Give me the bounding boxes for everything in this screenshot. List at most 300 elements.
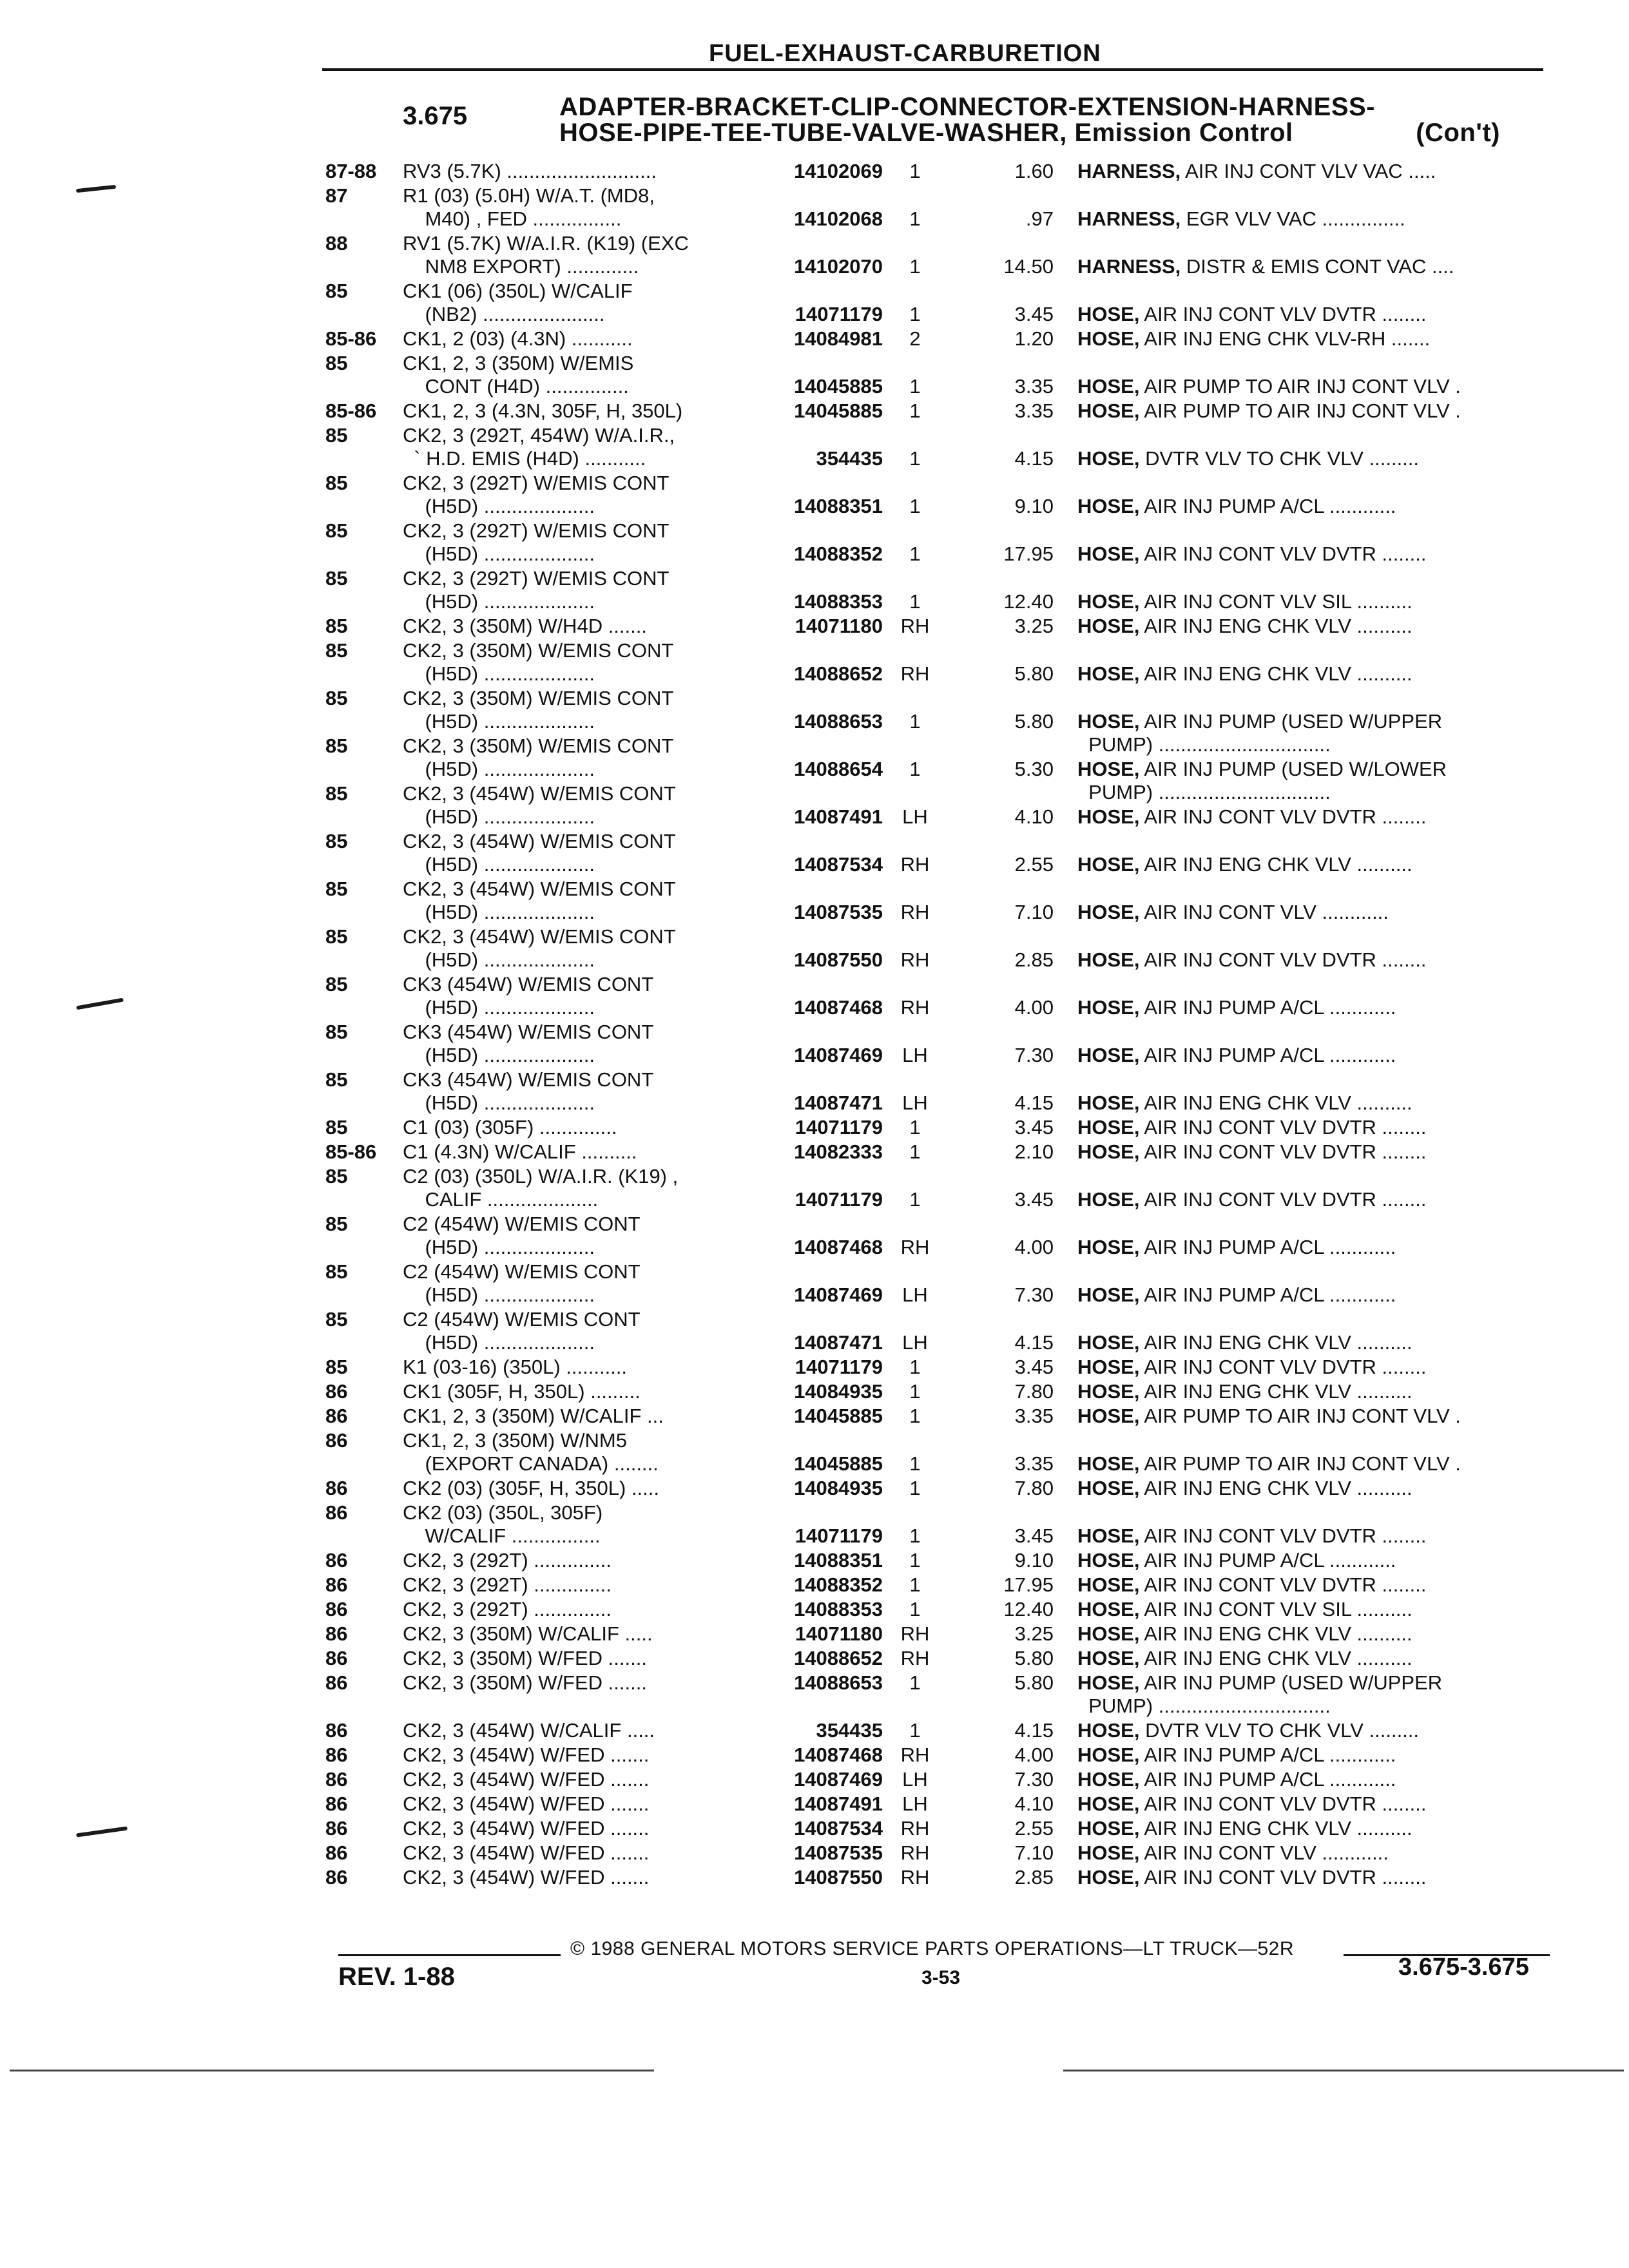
description-cell: HOSE, AIR INJ PUMP A/CL ............ <box>1077 1236 1396 1258</box>
price-cell: 7.10 <box>1014 901 1054 923</box>
year-cell: 88 <box>325 232 348 255</box>
part-number-cell: 14087535 <box>794 901 883 923</box>
price-cell: 7.30 <box>1014 1044 1054 1066</box>
model-cell: (H5D) .................... <box>403 543 595 565</box>
price-cell: 3.35 <box>1014 399 1054 422</box>
price-cell: 2.10 <box>1014 1140 1054 1163</box>
table-row <box>0 1647 1629 1670</box>
quantity-cell: 1 <box>909 1380 921 1403</box>
description-cell: HOSE, AIR INJ ENG CHK VLV .......... <box>1077 1647 1412 1669</box>
description-cell: HOSE, AIR INJ CONT VLV DVTR ........ <box>1077 1188 1427 1211</box>
description-cell: HOSE, AIR INJ ENG CHK VLV .......... <box>1077 1622 1412 1645</box>
table-row <box>0 1405 1629 1428</box>
quantity-cell: 1 <box>909 207 921 230</box>
table-row <box>0 1598 1629 1621</box>
model-cell: (H5D) .................... <box>403 495 595 517</box>
revision-label: REV. 1-88 <box>338 1963 455 1991</box>
quantity-cell: 1 <box>909 303 921 325</box>
part-number-cell: 14102068 <box>794 207 883 230</box>
model-cell: C2 (454W) W/EMIS CONT <box>403 1308 641 1331</box>
header-rule <box>322 68 1543 71</box>
part-number-cell: 14045885 <box>794 1405 883 1427</box>
price-cell: 4.15 <box>1014 447 1054 470</box>
part-number-cell: 14045885 <box>794 1452 883 1475</box>
part-number-cell: 14087468 <box>794 1236 883 1258</box>
description-cell: PUMP) ............................... <box>1077 733 1331 756</box>
model-cell: CK2, 3 (292T, 454W) W/A.I.R., <box>403 424 675 447</box>
description-cell: HOSE, AIR INJ CONT VLV DVTR ........ <box>1077 1524 1427 1547</box>
quantity-cell: 1 <box>909 1405 921 1427</box>
model-cell: CK2, 3 (292T) .............. <box>403 1549 612 1571</box>
part-number-cell: 14045885 <box>794 375 883 398</box>
year-cell: 85 <box>325 830 348 852</box>
model-cell: CK1, 2, 3 (350M) W/NM5 <box>403 1429 627 1452</box>
part-number-cell: 14087471 <box>794 1091 883 1114</box>
quantity-cell: 1 <box>909 1573 921 1596</box>
quantity-cell: 1 <box>909 1452 921 1475</box>
year-cell: 85 <box>325 472 348 494</box>
year-cell: 85-86 <box>325 399 377 422</box>
table-row <box>0 1671 1629 1718</box>
table-row <box>0 878 1629 924</box>
description-cell: HOSE, AIR PUMP TO AIR INJ CONT VLV . <box>1077 375 1461 398</box>
model-cell: (NB2) ...................... <box>403 303 605 325</box>
table-row <box>0 1213 1629 1259</box>
price-cell: 2.85 <box>1014 948 1054 971</box>
part-number-cell: 14088653 <box>794 1671 883 1694</box>
description-cell: HOSE, AIR INJ ENG CHK VLV .......... <box>1077 615 1412 637</box>
model-cell: R1 (03) (5.0H) W/A.T. (MD8, <box>403 184 655 207</box>
quantity-cell: 1 <box>909 543 921 565</box>
description-cell: HARNESS, AIR INJ CONT VLV VAC ..... <box>1077 160 1436 182</box>
model-cell: CK1, 2, 3 (350M) W/EMIS <box>403 352 634 374</box>
table-row <box>0 1021 1629 1067</box>
model-cell: (H5D) .................... <box>403 1044 595 1066</box>
table-row <box>0 184 1629 231</box>
year-cell: 85 <box>325 1021 348 1043</box>
model-cell: CK2, 3 (454W) W/FED ....... <box>403 1841 650 1864</box>
price-cell: 9.10 <box>1014 1549 1054 1571</box>
description-cell: HOSE, AIR INJ CONT VLV DVTR ........ <box>1077 1140 1427 1163</box>
quantity-cell: 1 <box>909 1671 921 1694</box>
model-cell: (H5D) .................... <box>403 948 595 971</box>
model-cell: CK2, 3 (292T) W/EMIS CONT <box>403 567 670 590</box>
table-row <box>0 1719 1629 1742</box>
table-row <box>0 1549 1629 1572</box>
quantity-cell: 1 <box>909 399 921 422</box>
table-row <box>0 280 1629 326</box>
description-cell: HOSE, AIR INJ CONT VLV DVTR ........ <box>1077 303 1427 325</box>
part-number-cell: 14071180 <box>795 615 883 637</box>
model-cell: CONT (H4D) ............... <box>403 375 629 398</box>
year-cell: 85 <box>325 615 348 637</box>
table-row <box>0 352 1629 398</box>
model-cell: K1 (03-16) (350L) ........... <box>403 1356 628 1378</box>
model-cell: CK3 (454W) W/EMIS CONT <box>403 1021 654 1043</box>
year-cell: 85-86 <box>325 327 377 350</box>
quantity-cell: LH <box>902 1044 928 1066</box>
part-number-cell: 14102070 <box>794 255 883 278</box>
quantity-cell: 1 <box>909 1140 921 1163</box>
table-row <box>0 472 1629 518</box>
quantity-cell: LH <box>902 1768 928 1791</box>
part-number-cell: 14087469 <box>794 1768 883 1791</box>
year-cell: 85 <box>325 973 348 995</box>
description-cell: HOSE, AIR INJ ENG CHK VLV .......... <box>1077 853 1412 876</box>
model-cell: CK2, 3 (454W) W/EMIS CONT <box>403 925 676 948</box>
year-cell: 86 <box>325 1598 348 1620</box>
year-cell: 86 <box>325 1549 348 1571</box>
year-cell: 85 <box>325 519 348 542</box>
price-cell: 4.00 <box>1014 996 1054 1019</box>
price-cell: 3.25 <box>1014 1622 1054 1645</box>
description-cell: HOSE, AIR INJ CONT VLV SIL .......... <box>1077 1598 1412 1620</box>
model-cell: CK2, 3 (350M) W/FED ....... <box>403 1647 647 1669</box>
model-cell: CK3 (454W) W/EMIS CONT <box>403 1068 654 1091</box>
description-cell: HOSE, AIR INJ PUMP (USED W/UPPER <box>1077 710 1443 733</box>
quantity-cell: RH <box>900 1841 930 1864</box>
year-cell: 85 <box>325 1260 348 1283</box>
year-cell: 85 <box>325 424 348 447</box>
part-number-cell: 14045885 <box>794 399 883 422</box>
year-cell: 85 <box>325 687 348 709</box>
table-row <box>0 327 1629 351</box>
year-cell: 87 <box>325 184 348 207</box>
model-cell: C1 (4.3N) W/CALIF .......... <box>403 1140 637 1163</box>
quantity-cell: RH <box>900 1817 930 1840</box>
quantity-cell: RH <box>900 853 930 876</box>
description-cell: HOSE, AIR INJ ENG CHK VLV-RH ....... <box>1077 327 1431 350</box>
year-cell: 86 <box>325 1429 348 1452</box>
scan-edge-line <box>10 2070 654 2071</box>
table-row <box>0 1116 1629 1139</box>
price-cell: 2.55 <box>1014 853 1054 876</box>
price-cell: 5.80 <box>1014 662 1054 685</box>
part-number-cell: 14082333 <box>794 1140 883 1163</box>
description-cell: HOSE, AIR INJ ENG CHK VLV .......... <box>1077 662 1412 685</box>
model-cell: (H5D) .................... <box>403 662 595 685</box>
table-row <box>0 1308 1629 1354</box>
quantity-cell: 1 <box>909 1524 921 1547</box>
description-cell: HOSE, AIR INJ CONT VLV DVTR ........ <box>1077 948 1427 971</box>
model-cell: CALIF .................... <box>403 1188 599 1211</box>
table-row <box>0 232 1629 278</box>
year-cell: 85 <box>325 878 348 900</box>
model-cell: RV1 (5.7K) W/A.I.R. (K19) (EXC <box>403 232 689 255</box>
year-cell: 86 <box>325 1501 348 1524</box>
year-cell: 85 <box>325 1068 348 1091</box>
quantity-cell: 1 <box>909 1477 921 1499</box>
year-cell: 86 <box>325 1841 348 1864</box>
year-cell: 86 <box>325 1768 348 1791</box>
part-number-cell: 14084935 <box>794 1477 883 1499</box>
description-cell: HOSE, AIR INJ PUMP (USED W/UPPER <box>1077 1671 1443 1694</box>
table-row <box>0 1356 1629 1379</box>
model-cell: CK2, 3 (350M) W/FED ....... <box>403 1671 647 1694</box>
model-cell: CK2, 3 (292T) W/EMIS CONT <box>403 472 670 494</box>
model-cell: CK2, 3 (454W) W/FED ....... <box>403 1744 650 1766</box>
quantity-cell: 1 <box>909 1549 921 1571</box>
quantity-cell: 1 <box>909 160 921 182</box>
year-cell: 87-88 <box>325 160 377 182</box>
model-cell: ` H.D. EMIS (H4D) ........... <box>403 447 646 470</box>
description-cell: HOSE, AIR PUMP TO AIR INJ CONT VLV . <box>1077 399 1461 422</box>
footer-copyright: © 1988 GENERAL MOTORS SERVICE PARTS OPERATIONS—LT TRUCK—52R <box>570 1938 1295 1959</box>
year-cell: 86 <box>325 1671 348 1694</box>
section-title-continued: (Con't) <box>1416 119 1500 147</box>
table-row <box>0 160 1629 183</box>
model-cell: CK1, 2, 3 (350M) W/CALIF ... <box>403 1405 664 1427</box>
part-number-cell: 14088353 <box>794 1598 883 1620</box>
description-cell: HOSE, AIR INJ CONT VLV DVTR ........ <box>1077 1866 1427 1888</box>
section-range: 3.675-3.675 <box>1398 1954 1529 1981</box>
year-cell: 86 <box>325 1817 348 1840</box>
model-cell: CK2, 3 (292T) .............. <box>403 1573 612 1596</box>
table-row <box>0 782 1629 829</box>
year-cell: 85 <box>325 1165 348 1187</box>
description-cell: HOSE, AIR INJ ENG CHK VLV .......... <box>1077 1380 1412 1403</box>
description-cell: HOSE, AIR INJ ENG CHK VLV .......... <box>1077 1331 1412 1354</box>
year-cell: 86 <box>325 1744 348 1766</box>
description-cell: HOSE, AIR INJ CONT VLV DVTR ........ <box>1077 543 1427 565</box>
part-number-cell: 14088352 <box>794 543 883 565</box>
part-number-cell: 14084981 <box>794 327 883 350</box>
price-cell: 1.20 <box>1014 327 1054 350</box>
year-cell: 86 <box>325 1405 348 1427</box>
model-cell: CK2, 3 (350M) W/EMIS CONT <box>403 639 674 662</box>
table-row <box>0 519 1629 566</box>
quantity-cell: 1 <box>909 375 921 398</box>
model-cell: (H5D) .................... <box>403 853 595 876</box>
model-cell: CK2, 3 (350M) W/H4D ....... <box>403 615 647 637</box>
quantity-cell: LH <box>902 1331 928 1354</box>
year-cell: 85 <box>325 639 348 662</box>
description-cell: HOSE, DVTR VLV TO CHK VLV ......... <box>1077 1719 1420 1742</box>
table-row <box>0 1768 1629 1791</box>
price-cell: 3.35 <box>1014 1452 1054 1475</box>
description-cell: HOSE, AIR INJ CONT VLV DVTR ........ <box>1077 1792 1427 1815</box>
part-number-cell: 14087534 <box>794 853 883 876</box>
description-cell: HOSE, AIR INJ CONT VLV DVTR ........ <box>1077 1573 1427 1596</box>
part-number-cell: 14071179 <box>795 303 883 325</box>
quantity-cell: 1 <box>909 1719 921 1742</box>
model-cell: M40) , FED ................ <box>403 207 622 230</box>
part-number-cell: 14088352 <box>794 1573 883 1596</box>
part-number-cell: 14084935 <box>794 1380 883 1403</box>
price-cell: 3.45 <box>1014 1188 1054 1211</box>
price-cell: 2.85 <box>1014 1866 1054 1888</box>
price-cell: .97 <box>1025 207 1054 230</box>
quantity-cell: 1 <box>909 1188 921 1211</box>
model-cell: CK2, 3 (454W) W/EMIS CONT <box>403 830 676 852</box>
quantity-cell: 2 <box>909 327 921 350</box>
quantity-cell: RH <box>900 1866 930 1888</box>
price-cell: 7.80 <box>1014 1477 1054 1499</box>
year-cell: 85 <box>325 1213 348 1235</box>
section-title-line1: ADAPTER-BRACKET-CLIP-CONNECTOR-EXTENSION-HARNESS- <box>559 93 1376 121</box>
quantity-cell: RH <box>900 996 930 1019</box>
model-cell: CK2, 3 (454W) W/EMIS CONT <box>403 782 676 805</box>
quantity-cell: LH <box>902 1283 928 1306</box>
part-number-cell: 14102069 <box>794 160 883 182</box>
price-cell: 7.80 <box>1014 1380 1054 1403</box>
page-header-title: FUEL-EXHAUST-CARBURETION <box>709 40 1101 67</box>
description-cell: HARNESS, DISTR & EMIS CONT VAC .... <box>1077 255 1454 278</box>
price-cell: 3.35 <box>1014 375 1054 398</box>
description-cell: HOSE, AIR INJ PUMP (USED W/LOWER <box>1077 758 1447 780</box>
model-cell: C1 (03) (305F) .............. <box>403 1116 617 1139</box>
year-cell: 86 <box>325 1792 348 1815</box>
year-cell: 86 <box>325 1477 348 1499</box>
description-cell: HOSE, AIR INJ CONT VLV DVTR ........ <box>1077 1116 1427 1139</box>
model-cell: (EXPORT CANADA) ........ <box>403 1452 659 1475</box>
part-number-cell: 14087491 <box>794 1792 883 1815</box>
model-cell: CK2, 3 (292T) W/EMIS CONT <box>403 519 670 542</box>
model-cell: (H5D) .................... <box>403 901 595 923</box>
year-cell: 85 <box>325 1116 348 1139</box>
model-cell: C2 (454W) W/EMIS CONT <box>403 1260 641 1283</box>
price-cell: 7.30 <box>1014 1283 1054 1306</box>
model-cell: C2 (03) (350L) W/A.I.R. (K19) , <box>403 1165 679 1187</box>
model-cell: (H5D) .................... <box>403 710 595 733</box>
model-cell: (H5D) .................... <box>403 805 595 828</box>
quantity-cell: LH <box>902 1792 928 1815</box>
description-cell: HOSE, AIR INJ ENG CHK VLV .......... <box>1077 1091 1412 1114</box>
quantity-cell: RH <box>900 1622 930 1645</box>
price-cell: 2.55 <box>1014 1817 1054 1840</box>
quantity-cell: RH <box>900 1647 930 1669</box>
price-cell: 3.25 <box>1014 615 1054 637</box>
quantity-cell: 1 <box>909 1598 921 1620</box>
scan-edge-line <box>1063 2070 1624 2071</box>
model-cell: CK2, 3 (454W) W/EMIS CONT <box>403 878 676 900</box>
quantity-cell: RH <box>900 615 930 637</box>
model-cell: CK2 (03) (305F, H, 350L) ..... <box>403 1477 660 1499</box>
quantity-cell: RH <box>900 1744 930 1766</box>
part-number-cell: 14087469 <box>794 1283 883 1306</box>
price-cell: 3.45 <box>1014 303 1054 325</box>
price-cell: 7.30 <box>1014 1768 1054 1791</box>
table-row <box>0 615 1629 638</box>
price-cell: 7.10 <box>1014 1841 1054 1864</box>
price-cell: 5.30 <box>1014 758 1054 780</box>
description-cell: HOSE, AIR INJ ENG CHK VLV .......... <box>1077 1477 1412 1499</box>
price-cell: 4.15 <box>1014 1331 1054 1354</box>
quantity-cell: RH <box>900 901 930 923</box>
part-number-cell: 14071179 <box>795 1356 883 1378</box>
description-cell: HOSE, AIR INJ CONT VLV ............ <box>1077 901 1389 923</box>
model-cell: CK2, 3 (350M) W/EMIS CONT <box>403 735 674 757</box>
year-cell: 85 <box>325 925 348 948</box>
price-cell: 4.10 <box>1014 1792 1054 1815</box>
model-cell: (H5D) .................... <box>403 590 595 613</box>
model-cell: CK2, 3 (350M) W/CALIF ..... <box>403 1622 653 1645</box>
table-row <box>0 973 1629 1019</box>
table-row <box>0 1792 1629 1816</box>
model-cell: NM8 EXPORT) ............. <box>403 255 639 278</box>
price-cell: 14.50 <box>1003 255 1054 278</box>
price-cell: 3.45 <box>1014 1116 1054 1139</box>
table-row <box>0 1622 1629 1646</box>
model-cell: CK1, 2, 3 (4.3N, 305F, H, 350L) <box>403 399 683 422</box>
table-row <box>0 1573 1629 1597</box>
table-row <box>0 399 1629 423</box>
part-number-cell: 14088652 <box>794 662 883 685</box>
price-cell: 4.00 <box>1014 1236 1054 1258</box>
quantity-cell: 1 <box>909 590 921 613</box>
year-cell: 86 <box>325 1622 348 1645</box>
description-cell: HOSE, AIR INJ CONT VLV SIL .......... <box>1077 590 1412 613</box>
model-cell: CK2, 3 (454W) W/FED ....... <box>403 1817 650 1840</box>
page-number: 3-53 <box>921 1967 961 1988</box>
year-cell: 85-86 <box>325 1140 377 1163</box>
table-row <box>0 1380 1629 1403</box>
price-cell: 4.15 <box>1014 1091 1054 1114</box>
table-row <box>0 1260 1629 1307</box>
model-cell: CK2, 3 (454W) W/FED ....... <box>403 1792 650 1815</box>
description-cell: HOSE, AIR INJ PUMP A/CL ............ <box>1077 996 1396 1019</box>
table-row <box>0 567 1629 613</box>
part-number-cell: 14088652 <box>794 1647 883 1669</box>
price-cell: 4.15 <box>1014 1719 1054 1742</box>
part-number-cell: 14088351 <box>794 1549 883 1571</box>
year-cell: 86 <box>325 1866 348 1888</box>
year-cell: 85 <box>325 782 348 805</box>
part-number-cell: 14087550 <box>794 948 883 971</box>
description-cell: HOSE, AIR INJ ENG CHK VLV .......... <box>1077 1817 1412 1840</box>
quantity-cell: 1 <box>909 447 921 470</box>
quantity-cell: RH <box>900 948 930 971</box>
section-title-line2: HOSE-PIPE-TEE-TUBE-VALVE-WASHER, Emission Control <box>559 119 1293 147</box>
table-row <box>0 1744 1629 1767</box>
price-cell: 12.40 <box>1003 590 1054 613</box>
year-cell: 86 <box>325 1719 348 1742</box>
quantity-cell: LH <box>902 1091 928 1114</box>
part-number-cell: 14071180 <box>795 1622 883 1645</box>
model-cell: W/CALIF ................ <box>403 1524 601 1547</box>
table-row <box>0 687 1629 756</box>
table-row <box>0 1165 1629 1211</box>
model-cell: CK2, 3 (350M) W/EMIS CONT <box>403 687 674 709</box>
part-number-cell: 14087491 <box>794 805 883 828</box>
part-number-cell: 354435 <box>816 447 883 470</box>
description-cell: HOSE, AIR PUMP TO AIR INJ CONT VLV . <box>1077 1452 1461 1475</box>
part-number-cell: 14088353 <box>794 590 883 613</box>
price-cell: 17.95 <box>1003 1573 1054 1596</box>
part-number-cell: 14087468 <box>794 1744 883 1766</box>
part-number-cell: 14071179 <box>795 1116 883 1139</box>
price-cell: 9.10 <box>1014 495 1054 517</box>
part-number-cell: 14087535 <box>794 1841 883 1864</box>
table-row <box>0 639 1629 686</box>
model-cell: CK2 (03) (350L, 305F) <box>403 1501 603 1524</box>
part-number-cell: 14071179 <box>795 1524 883 1547</box>
model-cell: (H5D) .................... <box>403 996 595 1019</box>
model-cell: CK3 (454W) W/EMIS CONT <box>403 973 654 995</box>
quantity-cell: 1 <box>909 1116 921 1139</box>
description-cell: HOSE, AIR INJ CONT VLV ............ <box>1077 1841 1389 1864</box>
description-cell: HOSE, AIR INJ PUMP A/CL ............ <box>1077 1744 1396 1766</box>
year-cell: 86 <box>325 1573 348 1596</box>
table-row <box>0 1140 1629 1164</box>
model-cell: CK2, 3 (454W) W/FED ....... <box>403 1866 650 1888</box>
description-cell: HOSE, AIR INJ PUMP A/CL ............ <box>1077 1044 1396 1066</box>
section-number: 3.675 <box>403 102 468 130</box>
quantity-cell: 1 <box>909 495 921 517</box>
year-cell: 85 <box>325 567 348 590</box>
model-cell: CK1, 2 (03) (4.3N) ........... <box>403 327 633 350</box>
table-row <box>0 925 1629 972</box>
